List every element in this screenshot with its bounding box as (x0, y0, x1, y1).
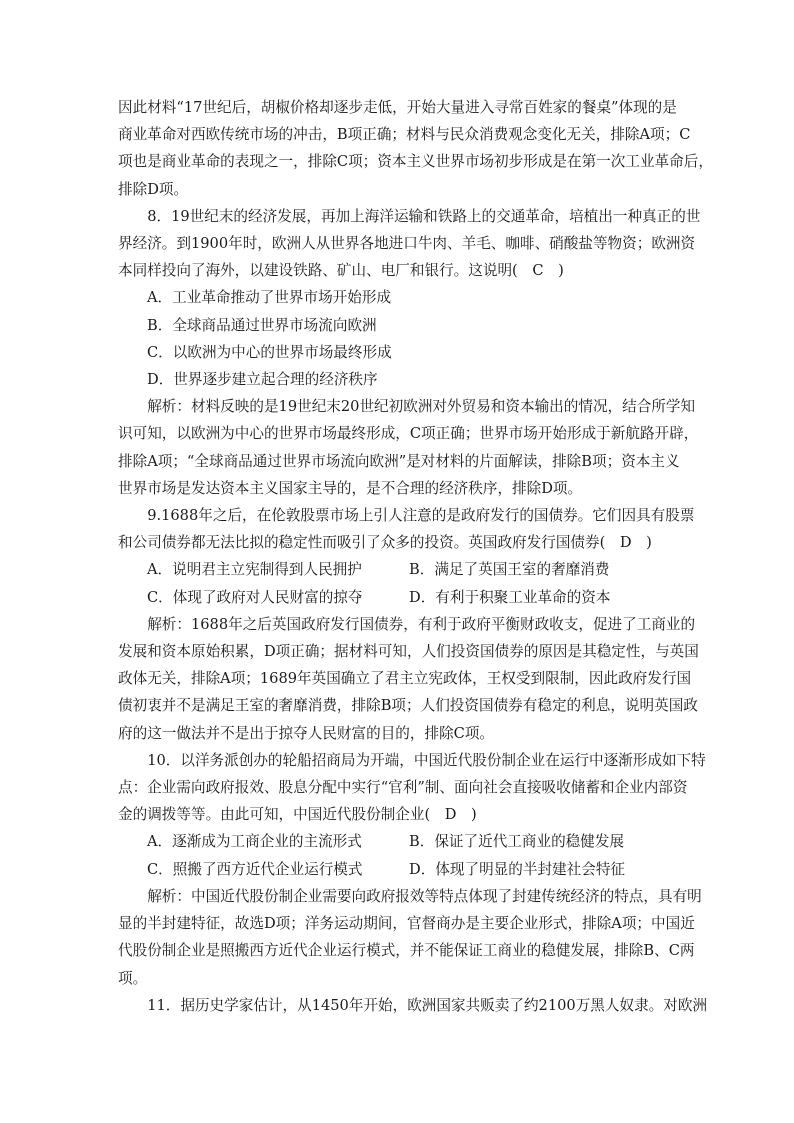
option-row (118, 828, 684, 855)
option-c: C．照搬了西方近代企业运行模式 (147, 860, 363, 878)
analysis-line: 债初衷并不是满足王室的奢靡消费，排除B项；人们投资国债券有稳定的利息，说明英国政 (118, 697, 698, 715)
question-9 (118, 502, 699, 747)
document-page (118, 94, 713, 1019)
stem-line: 金的调拨等等。由此可知，中国近代股份制企业( D ) (118, 806, 477, 824)
option-b: B．满足了英国王室的奢靡消费 (409, 561, 610, 579)
intro-line: 商业革命对西欧传统市场的冲击，B项正确；材料与民众消费观念变化无关，排除A项；C (118, 126, 691, 144)
intro-line: 项也是商业革命的表现之一，排除C项；资本主义世界市场初步形成是在第一次工业革命后， (118, 153, 713, 171)
option-row (118, 856, 684, 883)
option-c: C．体现了政府对人民财富的掠夺 (147, 588, 363, 606)
option-a: A．说明君主立宪制得到人民拥护 (147, 561, 362, 579)
question-8-analysis (118, 393, 699, 502)
question-11-stem (118, 992, 708, 1019)
option-d: D．体现了明显的半封建社会特征 (409, 860, 626, 878)
question-10-analysis (118, 883, 702, 992)
question-10-stem (118, 747, 706, 829)
stem-line: 点：企业需向政府报效、股息分配中实行“官利”制、面向社会直接吸收储蓄和企业内部资 (118, 779, 688, 797)
option-b: B．保证了近代工商业的稳健发展 (409, 833, 625, 851)
question-9-analysis (118, 611, 699, 747)
option-b: B．全球商品通过世界市场流向欧洲 (147, 316, 377, 334)
question-10 (118, 747, 706, 992)
intro-line: 因此材料“17世纪后，胡椒价格却逐步走低，开始大量进入寻常百姓家的餐桌”体现的是 (118, 99, 677, 116)
analysis-line: 世界市场是发达资本主义国家主导的，是不合理的经济秩序，排除D项。 (118, 479, 583, 497)
analysis-line: 府的这一做法并不是出于掠夺人民财富的目的，排除C项。 (118, 724, 495, 742)
stem-line: 11．据历史学家估计，从1450年开始，欧洲国家共贩卖了约2100万黑人奴隶。对欧洲 (147, 996, 708, 1014)
intro-paragraph (118, 94, 713, 203)
analysis-line: 解析：中国近代股份制企业需要向政府报效等特点体现了封建传统经济的特点，具有明 (147, 887, 702, 905)
analysis-line: 识可知，以欧洲为中心的世界市场最终形成，C项正确；世界市场开始形成于新航路开辟， (118, 425, 699, 443)
question-8-stem (118, 203, 701, 285)
stem-line: 9.1688年之后，在伦敦股票市场上引人注意的是政府发行的国债券。它们因具有股票 (147, 507, 695, 525)
stem-line: 界经济。到1900年时，欧洲人从世界各地进口牛肉、羊毛、咖啡、硝酸盐等物资；欧洲资 (118, 235, 696, 253)
option-d: D．有利于积聚工业革命的资本 (409, 588, 611, 606)
option-a: A．工业革命推动了世界市场开始形成 (147, 289, 392, 307)
option-d: D．世界逐步建立起合理的经济秩序 (147, 371, 378, 389)
option-c: C．以欧洲为中心的世界市场最终形成 (147, 343, 392, 361)
question-8 (118, 203, 701, 502)
option-row (118, 584, 684, 611)
analysis-line: 项。 (118, 969, 148, 987)
stem-line: 本同样投向了海外，以建设铁路、矿山、电厂和银行。这说明( C ) (118, 262, 564, 280)
analysis-line: 解析：1688年之后英国政府发行国债券，有利于政府平衡财政收支，促进了工商业的 (147, 615, 696, 633)
analysis-line: 显的半封建特征，故选D项；洋务运动期间，官督商办是主要企业形式，排除A项；中国近 (118, 915, 695, 933)
analysis-line: 代股份制企业是照搬西方近代企业运行模式，并不能保证工商业的稳健发展，排除B、C两 (118, 942, 695, 960)
stem-line: 8．19世纪末的经济发展，再加上海洋运输和铁路上的交通革命，培植出一种真正的世 (147, 207, 701, 225)
intro-line: 排除D项。 (118, 180, 189, 198)
analysis-line: 发展和资本原始积累，D项正确；据材料可知，人们投资国债券的原因是其稳定性，与英国 (118, 643, 699, 661)
question-11 (118, 992, 708, 1019)
analysis-line: 排除A项；“全球商品通过世界市场流向欧洲”是对材料的片面解读，排除B项；资本主义 (118, 452, 680, 470)
option-row (118, 556, 684, 583)
analysis-line: 政体无关，排除A项；1689年英国确立了君主立宪政体，王权受到限制，因此政府发行国 (118, 670, 692, 688)
stem-line: 和公司债券都无法比拟的稳定性而吸引了众多的投资。英国政府发行国债券( D ) (118, 534, 652, 552)
analysis-line: 解析：材料反映的是19世纪末20世纪初欧洲对外贸易和资本输出的情况，结合所学知 (147, 398, 696, 416)
option-a: A．逐渐成为工商企业的主流形式 (147, 833, 362, 851)
stem-line: 10．以洋务派创办的轮船招商局为开端，中国近代股份制企业在运行中逐渐形成如下特 (147, 751, 706, 769)
question-9-stem (118, 502, 695, 556)
